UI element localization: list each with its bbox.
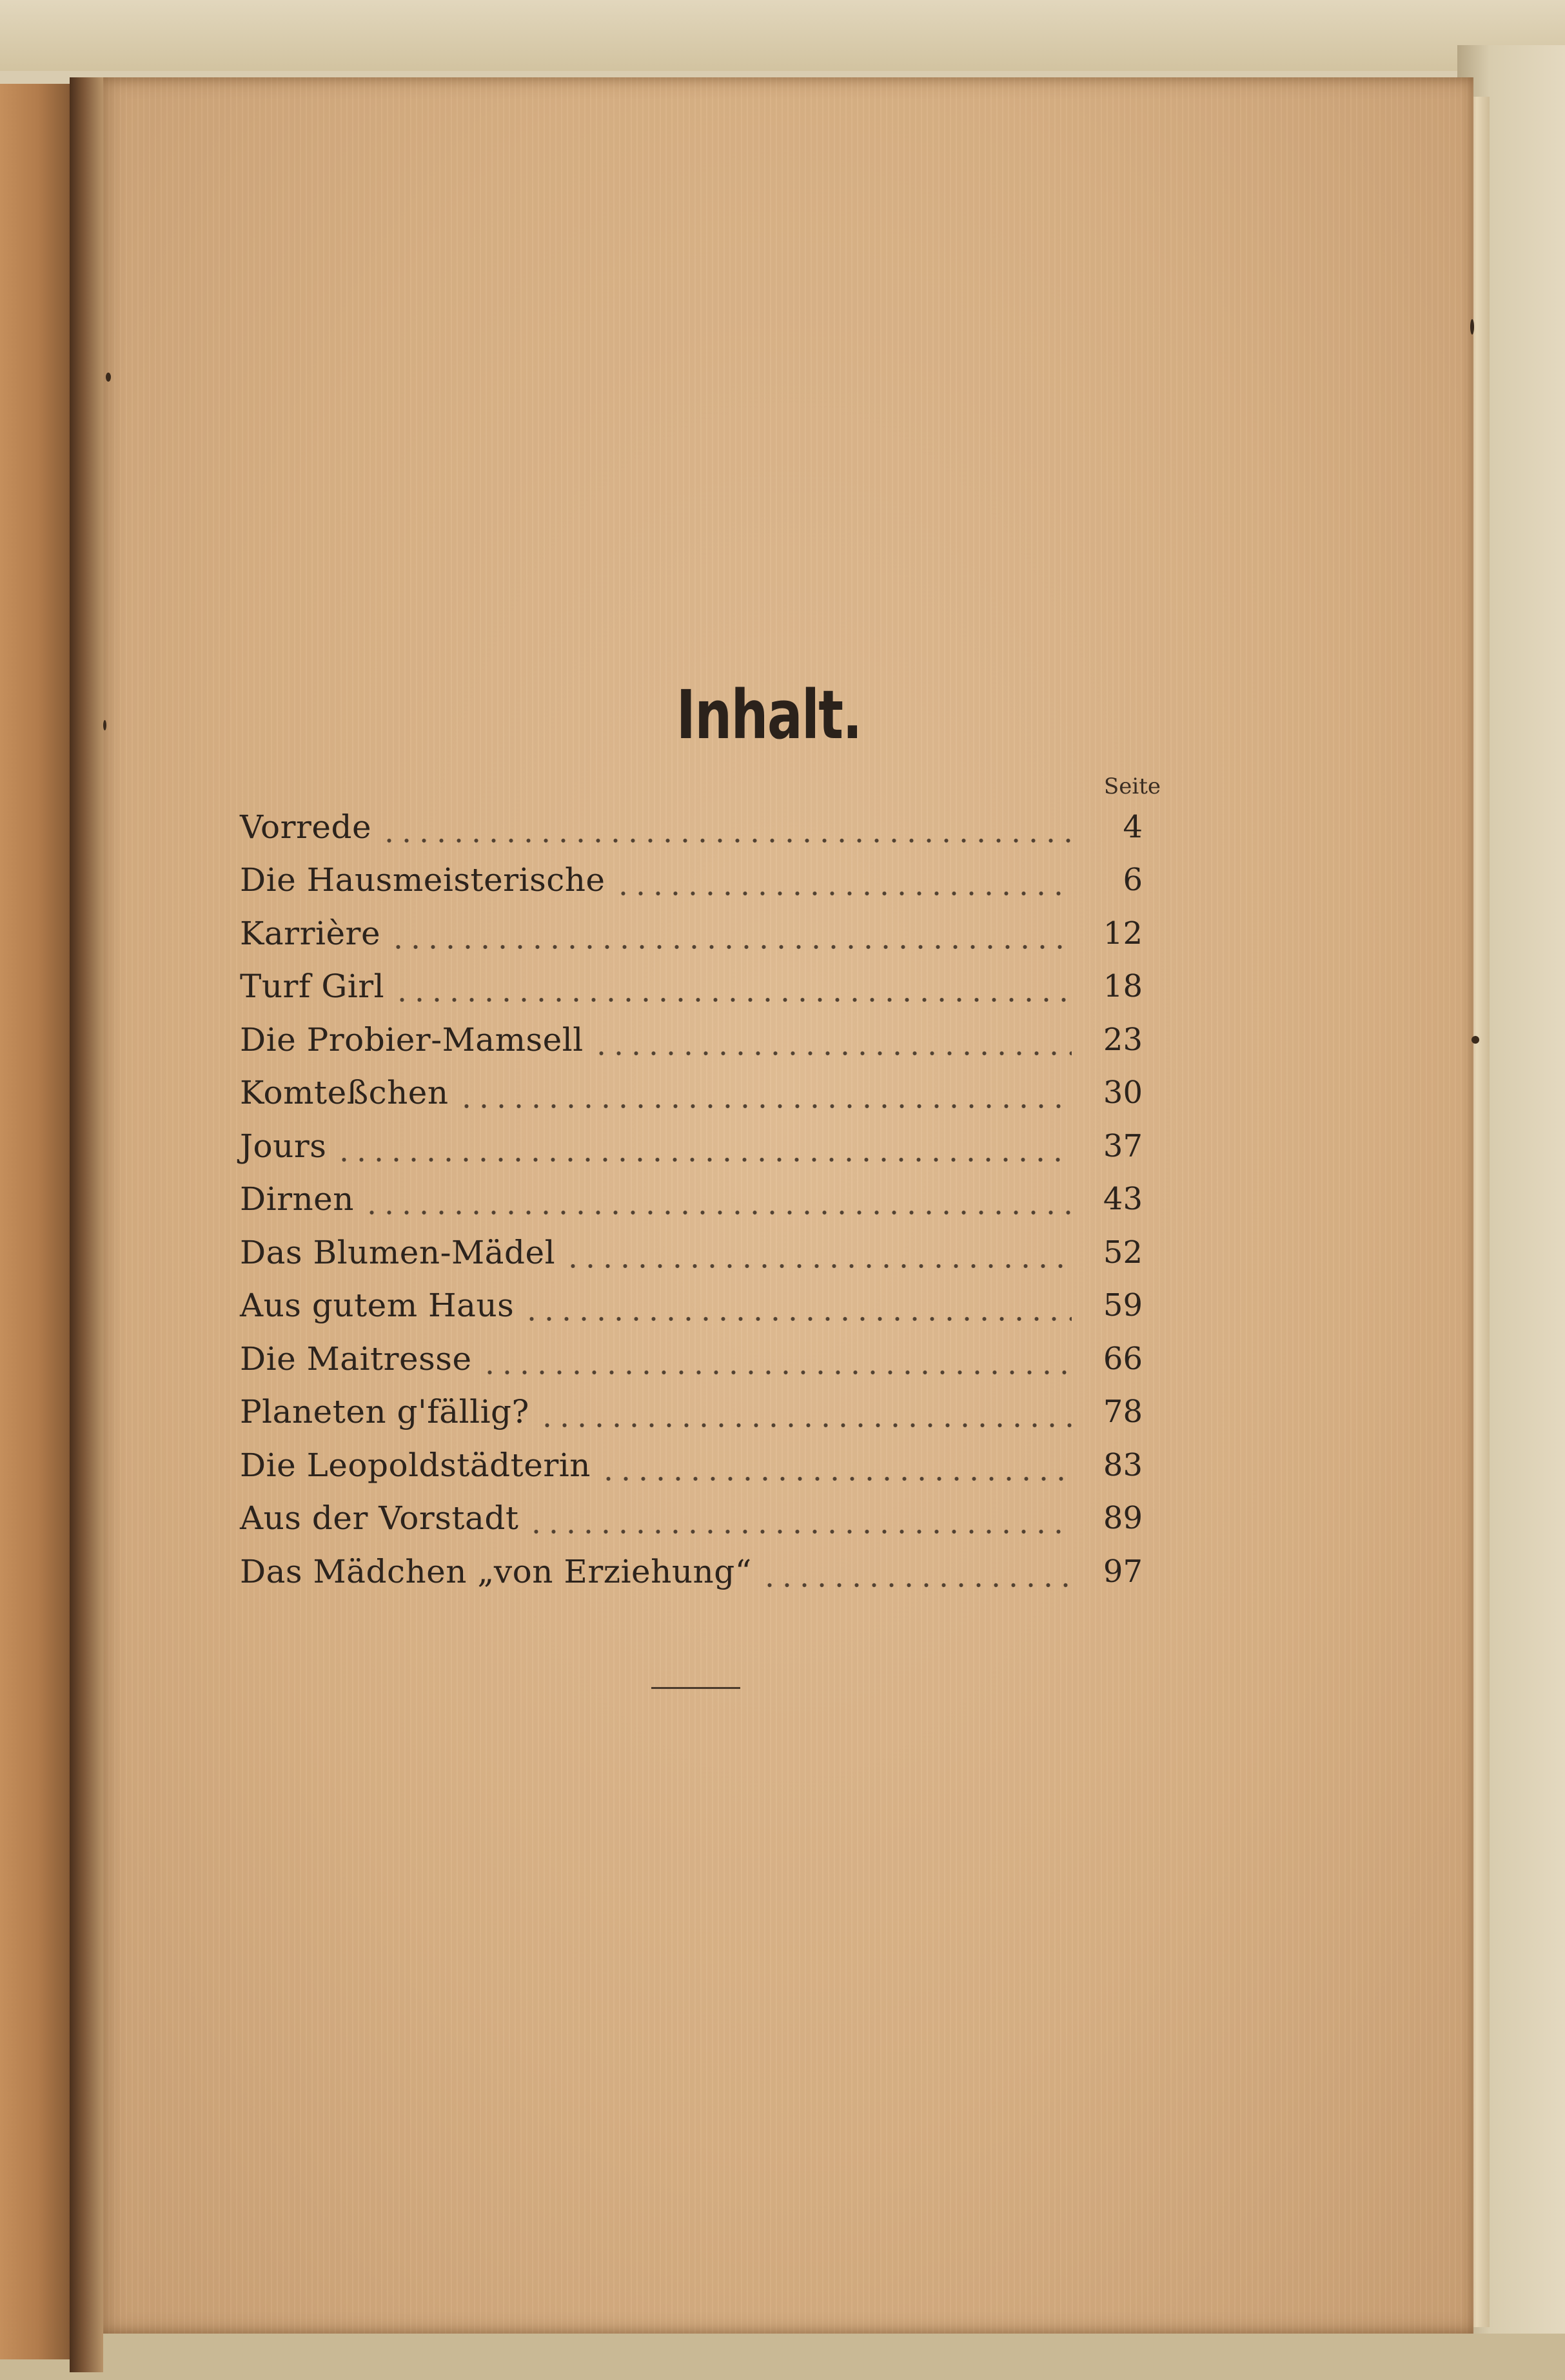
toc-entry-title: Dirnen	[240, 1180, 354, 1218]
dot-leader	[538, 1392, 1072, 1431]
toc-entry-page: 18	[1103, 968, 1143, 1004]
toc-entry	[240, 1431, 1143, 1485]
toc-entry-page: 37	[1103, 1127, 1143, 1164]
toc-entry-title: Planeten g'fällig?	[240, 1393, 529, 1430]
toc-entry	[240, 1325, 1143, 1378]
paper-speck	[1470, 319, 1474, 335]
book-gutter	[70, 77, 103, 2372]
dot-leader	[761, 1552, 1072, 1591]
toc-entry	[240, 1166, 1143, 1219]
toc-entry	[240, 1485, 1143, 1538]
toc-entry-title: Karrière	[240, 914, 381, 952]
dot-leader	[527, 1499, 1072, 1537]
toc-entry-page: 66	[1103, 1340, 1143, 1377]
dot-leader	[593, 1020, 1072, 1059]
table-of-contents	[240, 793, 1143, 1591]
cover-top-edge	[0, 0, 1565, 71]
toc-entry-page: 78	[1103, 1394, 1143, 1430]
toc-entry-title: Turf Girl	[240, 968, 385, 1005]
paper-speck	[103, 720, 106, 730]
paper-speck	[1471, 1036, 1479, 1044]
toc-entry	[240, 1218, 1143, 1272]
toc-entry-page: 59	[1103, 1287, 1143, 1323]
toc-entry	[240, 1112, 1143, 1166]
toc-entry-page: 4	[1123, 808, 1143, 845]
toc-entry-page: 97	[1103, 1553, 1143, 1590]
toc-entry-title: Die Leopoldstädterin	[240, 1446, 591, 1484]
toc-entry	[240, 1537, 1143, 1591]
dot-leader	[564, 1233, 1072, 1272]
toc-entry	[240, 953, 1143, 1006]
dot-leader	[393, 967, 1072, 1006]
cover-bottom-edge	[0, 2334, 1565, 2380]
toc-entry	[240, 1059, 1143, 1113]
toc-entry-page: 6	[1123, 862, 1143, 898]
toc-entry-title: Komteßchen	[240, 1074, 449, 1111]
dot-leader	[481, 1340, 1072, 1378]
dot-leader	[523, 1286, 1072, 1325]
toc-entry-page: 30	[1103, 1075, 1143, 1111]
toc-entry-page: 43	[1103, 1181, 1143, 1217]
toc-entry-page: 23	[1103, 1021, 1143, 1058]
toc-entry	[240, 1006, 1143, 1059]
closing-rule	[651, 1687, 740, 1689]
page-title: Inhalt.	[676, 676, 861, 754]
toc-entry-title: Das Mädchen „von Erziehung“	[240, 1552, 752, 1590]
toc-entry-page: 52	[1103, 1234, 1143, 1271]
toc-entry-page: 12	[1103, 915, 1143, 951]
toc-entry-page: 89	[1103, 1500, 1143, 1536]
toc-entry	[240, 846, 1143, 900]
dot-leader	[335, 1127, 1072, 1166]
toc-entry-title: Jours	[240, 1127, 327, 1165]
toc-entry-title: Vorrede	[240, 808, 372, 846]
toc-entry	[240, 793, 1143, 846]
dot-leader	[363, 1180, 1072, 1218]
dot-leader	[600, 1446, 1072, 1485]
toc-entry-title: Die Maitresse	[240, 1340, 472, 1378]
toc-entry-title: Das Blumen-Mädel	[240, 1233, 556, 1271]
dot-leader	[458, 1073, 1072, 1112]
toc-entry-page: 83	[1103, 1447, 1143, 1483]
toc-entry-title: Die Hausmeisterische	[240, 861, 605, 899]
toc-entry-title: Aus gutem Haus	[240, 1287, 515, 1324]
toc-entry	[240, 899, 1143, 953]
toc-entry-title: Die Probier-Mamsell	[240, 1020, 584, 1058]
toc-entry	[240, 1272, 1143, 1325]
paper-speck	[106, 373, 111, 382]
dot-leader	[615, 861, 1072, 899]
toc-entry	[240, 1378, 1143, 1432]
page-column-header: Seite	[1103, 774, 1161, 799]
dot-leader	[380, 808, 1072, 846]
dot-leader	[389, 914, 1072, 953]
toc-entry-title: Aus der Vorstadt	[240, 1499, 519, 1537]
